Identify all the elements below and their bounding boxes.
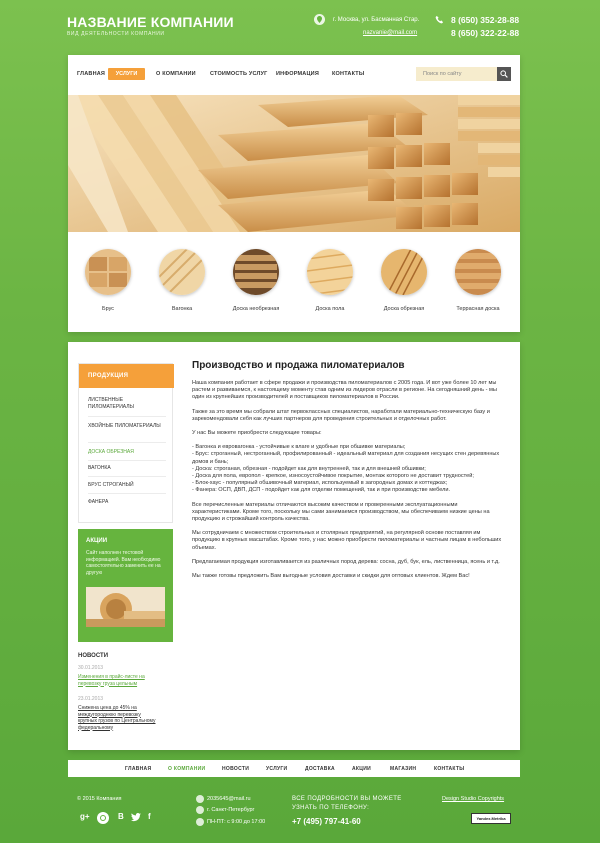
studio-link[interactable]: Design Studio Copyrights	[442, 796, 505, 802]
footer-nav-delivery[interactable]: ДОСТАВКА	[305, 766, 335, 772]
content-panel	[68, 342, 520, 750]
product-label: Доска пола	[315, 306, 345, 312]
product-label: Вагонка	[171, 306, 193, 312]
facebook-icon[interactable]: f	[148, 812, 151, 821]
product-label: Доска обрезная	[383, 306, 425, 312]
location-pin-icon	[196, 806, 204, 814]
product-label: Террасная доска	[456, 306, 500, 312]
product-item[interactable]	[374, 249, 434, 312]
search-box[interactable]	[416, 67, 511, 81]
footer-nav-news[interactable]: НОВОСТИ	[222, 766, 250, 772]
product-image	[159, 249, 205, 295]
footer-nav-shop[interactable]: МАГАЗИН	[390, 766, 417, 772]
search-input[interactable]: Поиск по сайту	[423, 71, 462, 77]
footer-nav	[68, 760, 520, 777]
promo-image	[86, 587, 165, 627]
company-activity: ВИД ДЕЯТЕЛЬНОСТИ КОМПАНИИ	[67, 31, 165, 37]
lumber-illustration	[68, 95, 520, 232]
promo-text: Сайт наполнен тестовой информацией. Вам необходимо самостоятельно заменить ее на другую	[86, 550, 161, 576]
article-paragraph: Наша компания работает в сфере продажи и производства пиломатериалов с 2005 года. И вот уже более 10 лет мы растем и развиваемся, к настоящему моменту став одним из лидеров отрасли в регионе. На сегодняшний день - мы один из крупнейших производителей и поставщиков пиломатериалов в России.	[192, 380, 497, 401]
article-paragraph: Мы сотрудничаем с множеством строительных и столярных предприятий, на регулярной основе поставляя им продукцию в крупных масштабах. Кроме того, у нас можно приобрести пиломатериалы и частным лицам в небольших объемах.	[192, 530, 502, 551]
article-paragraph: Все перечисленные материалы отличаются высоким качеством и проверенными эксплуатационными характеристиками. Кроме того, поскольку мы сами занимаемся производством, мы обеспечиваем низкие цены на продукцию и строжайший контроль качества.	[192, 501, 490, 523]
nav-item-home[interactable]: ГЛАВНАЯ	[77, 71, 106, 77]
header-address: г. Москва, ул. Басманная Стар.	[333, 17, 420, 23]
product-item[interactable]	[152, 249, 212, 312]
categories-header	[79, 364, 174, 388]
category-item[interactable]: ХВОЙНЫЕ ПИЛОМАТЕРИАЛЫ	[88, 423, 161, 429]
product-image	[85, 249, 131, 295]
product-item[interactable]	[300, 249, 360, 312]
article	[192, 360, 502, 587]
article-paragraph: У нас Вы можете приобрести следующие товары:	[192, 430, 322, 437]
category-divider	[88, 476, 166, 477]
footer-call-text: ВСЕ ПОДРОБНОСТИ ВЫ МОЖЕТЕ УЗНАТЬ ПО ТЕЛЕФОНУ:	[292, 796, 402, 811]
category-divider	[88, 416, 166, 417]
article-paragraph: Предлагаемая продукция изготавливается из различных пород дерева: сосна, дуб, бук, ель, лиственница, ясень и т.д.	[192, 558, 500, 565]
company-name[interactable]: НАЗВАНИЕ КОМПАНИИ	[67, 14, 234, 30]
article-title: Производство и продажа пиломатериалов	[192, 360, 405, 371]
product-item[interactable]	[226, 249, 286, 312]
category-item[interactable]: БРУС СТРОГАНЫЙ	[88, 482, 134, 488]
header-phone-1[interactable]: 8 (650) 352-28-88	[451, 15, 520, 25]
promo-box[interactable]	[78, 529, 173, 642]
categories-box	[78, 363, 173, 523]
footer-email[interactable]: 2035645@mail.ru	[207, 796, 251, 802]
clock-icon	[196, 818, 204, 826]
news-link[interactable]: Изменения в прайс-листе на перевозку груза цельным	[78, 674, 145, 687]
product-image	[455, 249, 501, 295]
product-label: Брус	[101, 306, 115, 312]
hero-lumber-image	[68, 95, 520, 232]
category-divider	[88, 442, 166, 443]
footer-phone[interactable]: +7 (495) 797-41-60	[292, 817, 361, 826]
category-item[interactable]: ВАГОНКА	[88, 465, 111, 471]
category-divider	[88, 460, 166, 461]
metrika-badge[interactable]: Yandex.Metrika	[471, 813, 511, 824]
top-panel	[68, 55, 520, 332]
phone-icon	[435, 15, 444, 24]
news-date: 23.01.2013	[78, 696, 104, 702]
googleplus-icon[interactable]: g+	[80, 812, 90, 821]
article-paragraph: Мы также готовы предложить Вам выгодные условия доставки и скидки для оптовых клиентов. Ждем Вас!	[192, 573, 470, 580]
email-icon	[196, 795, 204, 803]
site-header	[0, 0, 600, 52]
search-button[interactable]	[497, 67, 511, 81]
news-date: 30.01.2013	[78, 665, 104, 671]
product-image	[233, 249, 279, 295]
footer-city: г. Санкт-Петербург	[207, 807, 255, 813]
location-pin-icon	[314, 14, 325, 25]
footer-hours: ПН-ПТ: с 9:00 до 17:00	[207, 819, 266, 825]
footer-copyright: © 2015 Компания	[77, 796, 122, 802]
categories-title: ПРОДУКЦИЯ	[88, 373, 129, 379]
article-paragraph: Также за это время мы собрали штат первоклассных специалистов, наработали материально-техническую базу и зарекомендовали себя как лучших партнеров для проведения строительных и отделочных работ.	[192, 408, 490, 422]
category-item[interactable]: ЛИСТВЕННЫЕ ПИЛОМАТЕРИАЛЫ	[88, 397, 134, 410]
main-nav	[68, 55, 520, 95]
promo-title: АКЦИИ	[86, 538, 108, 544]
twitter-icon[interactable]	[131, 813, 141, 822]
footer-nav-about[interactable]: О КОМПАНИИ	[168, 766, 206, 772]
nav-item-services-label: УСЛУГИ	[115, 71, 138, 77]
nav-item-prices[interactable]: СТОИМОСТЬ УСЛУГ	[210, 71, 268, 77]
header-email-link[interactable]: nazvanie@mail.com	[363, 30, 418, 36]
product-image	[381, 249, 427, 295]
search-icon	[500, 70, 508, 78]
nav-item-services[interactable]	[108, 68, 145, 80]
footer-nav-promo[interactable]: АКЦИИ	[352, 766, 372, 772]
category-item[interactable]: ФАНЕРА	[88, 499, 109, 505]
article-list: - Вагонка и евровагонка - устойчивые к влаге и удобные при обшивке материалы; - Брус: строганный, нестроганный, профилированный - идеальный материал для создания несущих стен деревянных домов и бань; - Доска: строганая, обрезная - подойдет как для внутренней, так и для внешней обшивки; - Доска для пола, европол - крепкое, износоустойчивое покрытие, монтаж которого не доставит трудностей; - Блок-хаус - популярный обшивочный материал, используемый в загородных домах и коттеджах; - Фанера: ОСП, ДВП, ДСП - подойдет как для отделки помещений, так и при производстве мебели.	[192, 444, 500, 494]
news-link[interactable]: Снижена цена до 45% на междугороднюю перевозку крупных грузов по Центральному федеральному	[78, 705, 156, 731]
nav-item-info[interactable]: ИНФОРМАЦИЯ	[276, 71, 319, 77]
category-item-active[interactable]: ДОСКА ОБРЕЗНАЯ	[88, 449, 134, 455]
product-label: Доска необрезная	[232, 306, 280, 312]
header-phone-2[interactable]: 8 (650) 322-22-88	[451, 28, 520, 38]
vk-icon[interactable]: В	[118, 812, 124, 821]
footer-nav-home[interactable]: ГЛАВНАЯ	[125, 766, 152, 772]
instagram-icon[interactable]	[97, 812, 109, 824]
nav-item-contacts[interactable]: КОНТАКТЫ	[332, 71, 365, 77]
product-categories	[68, 232, 520, 332]
nav-item-about[interactable]: О КОМПАНИИ	[156, 71, 196, 77]
product-item[interactable]	[78, 249, 138, 312]
news-title: НОВОСТИ	[78, 653, 109, 659]
footer-nav-services[interactable]: УСЛУГИ	[266, 766, 288, 772]
product-item[interactable]	[448, 249, 508, 312]
category-divider	[88, 493, 166, 494]
footer-nav-contacts[interactable]: КОНТАКТЫ	[434, 766, 465, 772]
product-image	[307, 249, 353, 295]
